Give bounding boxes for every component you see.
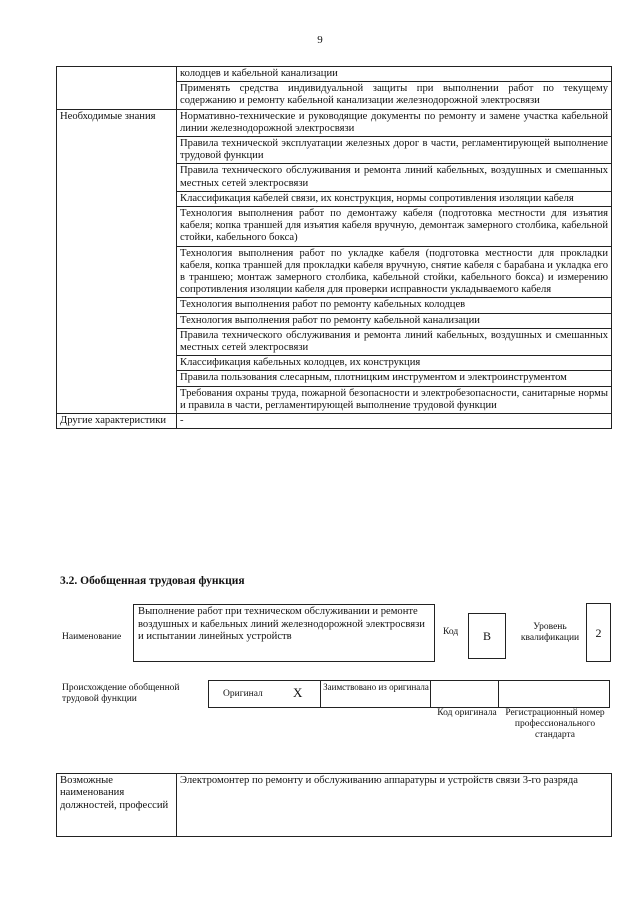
origin-label: Происхождение обобщенной трудовой функции: [62, 683, 180, 704]
code-label: Код: [443, 627, 459, 637]
positions-label: Возможные наименования должностей, профессий: [57, 774, 177, 837]
reg-number-cell: [499, 681, 609, 707]
table-cell: Требования охраны труда, пожарной безопасности и электробезопасности, санитарные нормы и правила в части, регламентирующей выполнение трудовой функции: [177, 386, 612, 413]
table-cell: Технология выполнения работ по укладке кабеля (подготовка местности для прокладки кабеля, копка траншей для прокладки кабеля вручную, снятие кабеля с барабана и укладка его в траншею; монтаж замерного столбика, кабельной стойки, кабельного бокса) и измерению сопротивления изоляции кабеля для проверки исправности укладываемого кабеля: [177, 246, 612, 298]
other-characteristics-value: -: [177, 414, 612, 429]
knowledge-label: Необходимые знания: [57, 109, 177, 413]
other-characteristics-label: Другие характеристики: [57, 414, 177, 429]
table-cell: Применять средства индивидуальной защиты при выполнении работ по текущему содержанию и ремонту кабельной канализации железнодорожной электросвязи: [177, 82, 612, 109]
function-name-box: Выполнение работ при техническом обслуживании и ремонте воздушных и кабельных линий железнодорожной электросвязи и испытании линейных устройств: [133, 604, 435, 662]
qualification-level-label: Уровень квалификации: [520, 622, 580, 643]
table-cell: Правила пользования слесарным, плотницким инструментом и электроинструментом: [177, 371, 612, 386]
code-original-cell: [431, 681, 499, 707]
skills-label-cell: [57, 67, 177, 110]
table-cell: Правила технического обслуживания и ремонта линий кабельных, воздушных и смешанных местных сетей электросвязи: [177, 164, 612, 191]
table-cell: Классификация кабелей связи, их конструкция, нормы сопротивления изоляции кабеля: [177, 191, 612, 206]
table-row: [57, 414, 612, 429]
table-cell: Технология выполнения работ по демонтажу кабеля (подготовка местности для изъятия кабеля; копка траншей для изъятия кабеля вручную, демонтаж замерного столбика, кабельной стойки, кабельного бокса): [177, 207, 612, 247]
table-row: [57, 774, 612, 837]
table-cell: Технология выполнения работ по ремонту кабельных колодцев: [177, 298, 612, 313]
table-cell: Нормативно-технические и руководящие документы по ремонту и замене участка кабельной линии железнодорожной электросвязи: [177, 109, 612, 136]
page-number: 9: [317, 34, 323, 46]
code-original-caption: Код оригинала: [437, 708, 497, 718]
table-cell: Классификация кабельных колодцев, их конструкция: [177, 356, 612, 371]
code-value-box: B: [468, 613, 506, 659]
original-mark: X: [293, 685, 303, 700]
section-title: 3.2. Обобщенная трудовая функция: [60, 575, 245, 587]
borrowed-label: Заимствовано из оригинала: [323, 682, 429, 692]
name-label: Наименование: [62, 632, 122, 642]
original-label: Оригинал: [223, 689, 263, 699]
positions-table: [56, 773, 612, 837]
borrowed-cell: [321, 681, 431, 707]
positions-value: Электромонтер по ремонту и обслуживанию аппаратуры и устройств связи 3-го разряда: [177, 774, 612, 837]
required-knowledge-table: [56, 66, 612, 429]
table-cell: Правила технической эксплуатации железных дорог в части, регламентирующей выполнение трудовой функции: [177, 137, 612, 164]
table-cell: колодцев и кабельной канализации: [177, 67, 612, 82]
qualification-level-box: 2: [586, 603, 611, 662]
table-cell: Правила технического обслуживания и ремонта линий кабельных, воздушных и смешанных местных сетей электросвязи: [177, 328, 612, 355]
table-row: [57, 67, 612, 82]
table-cell: Технология выполнения работ по ремонту кабельной канализации: [177, 313, 612, 328]
table-row: [57, 109, 612, 136]
reg-number-caption: Регистрационный номер профессионального стандарта: [505, 708, 605, 740]
origin-row: [208, 680, 610, 708]
original-cell: [209, 681, 321, 707]
